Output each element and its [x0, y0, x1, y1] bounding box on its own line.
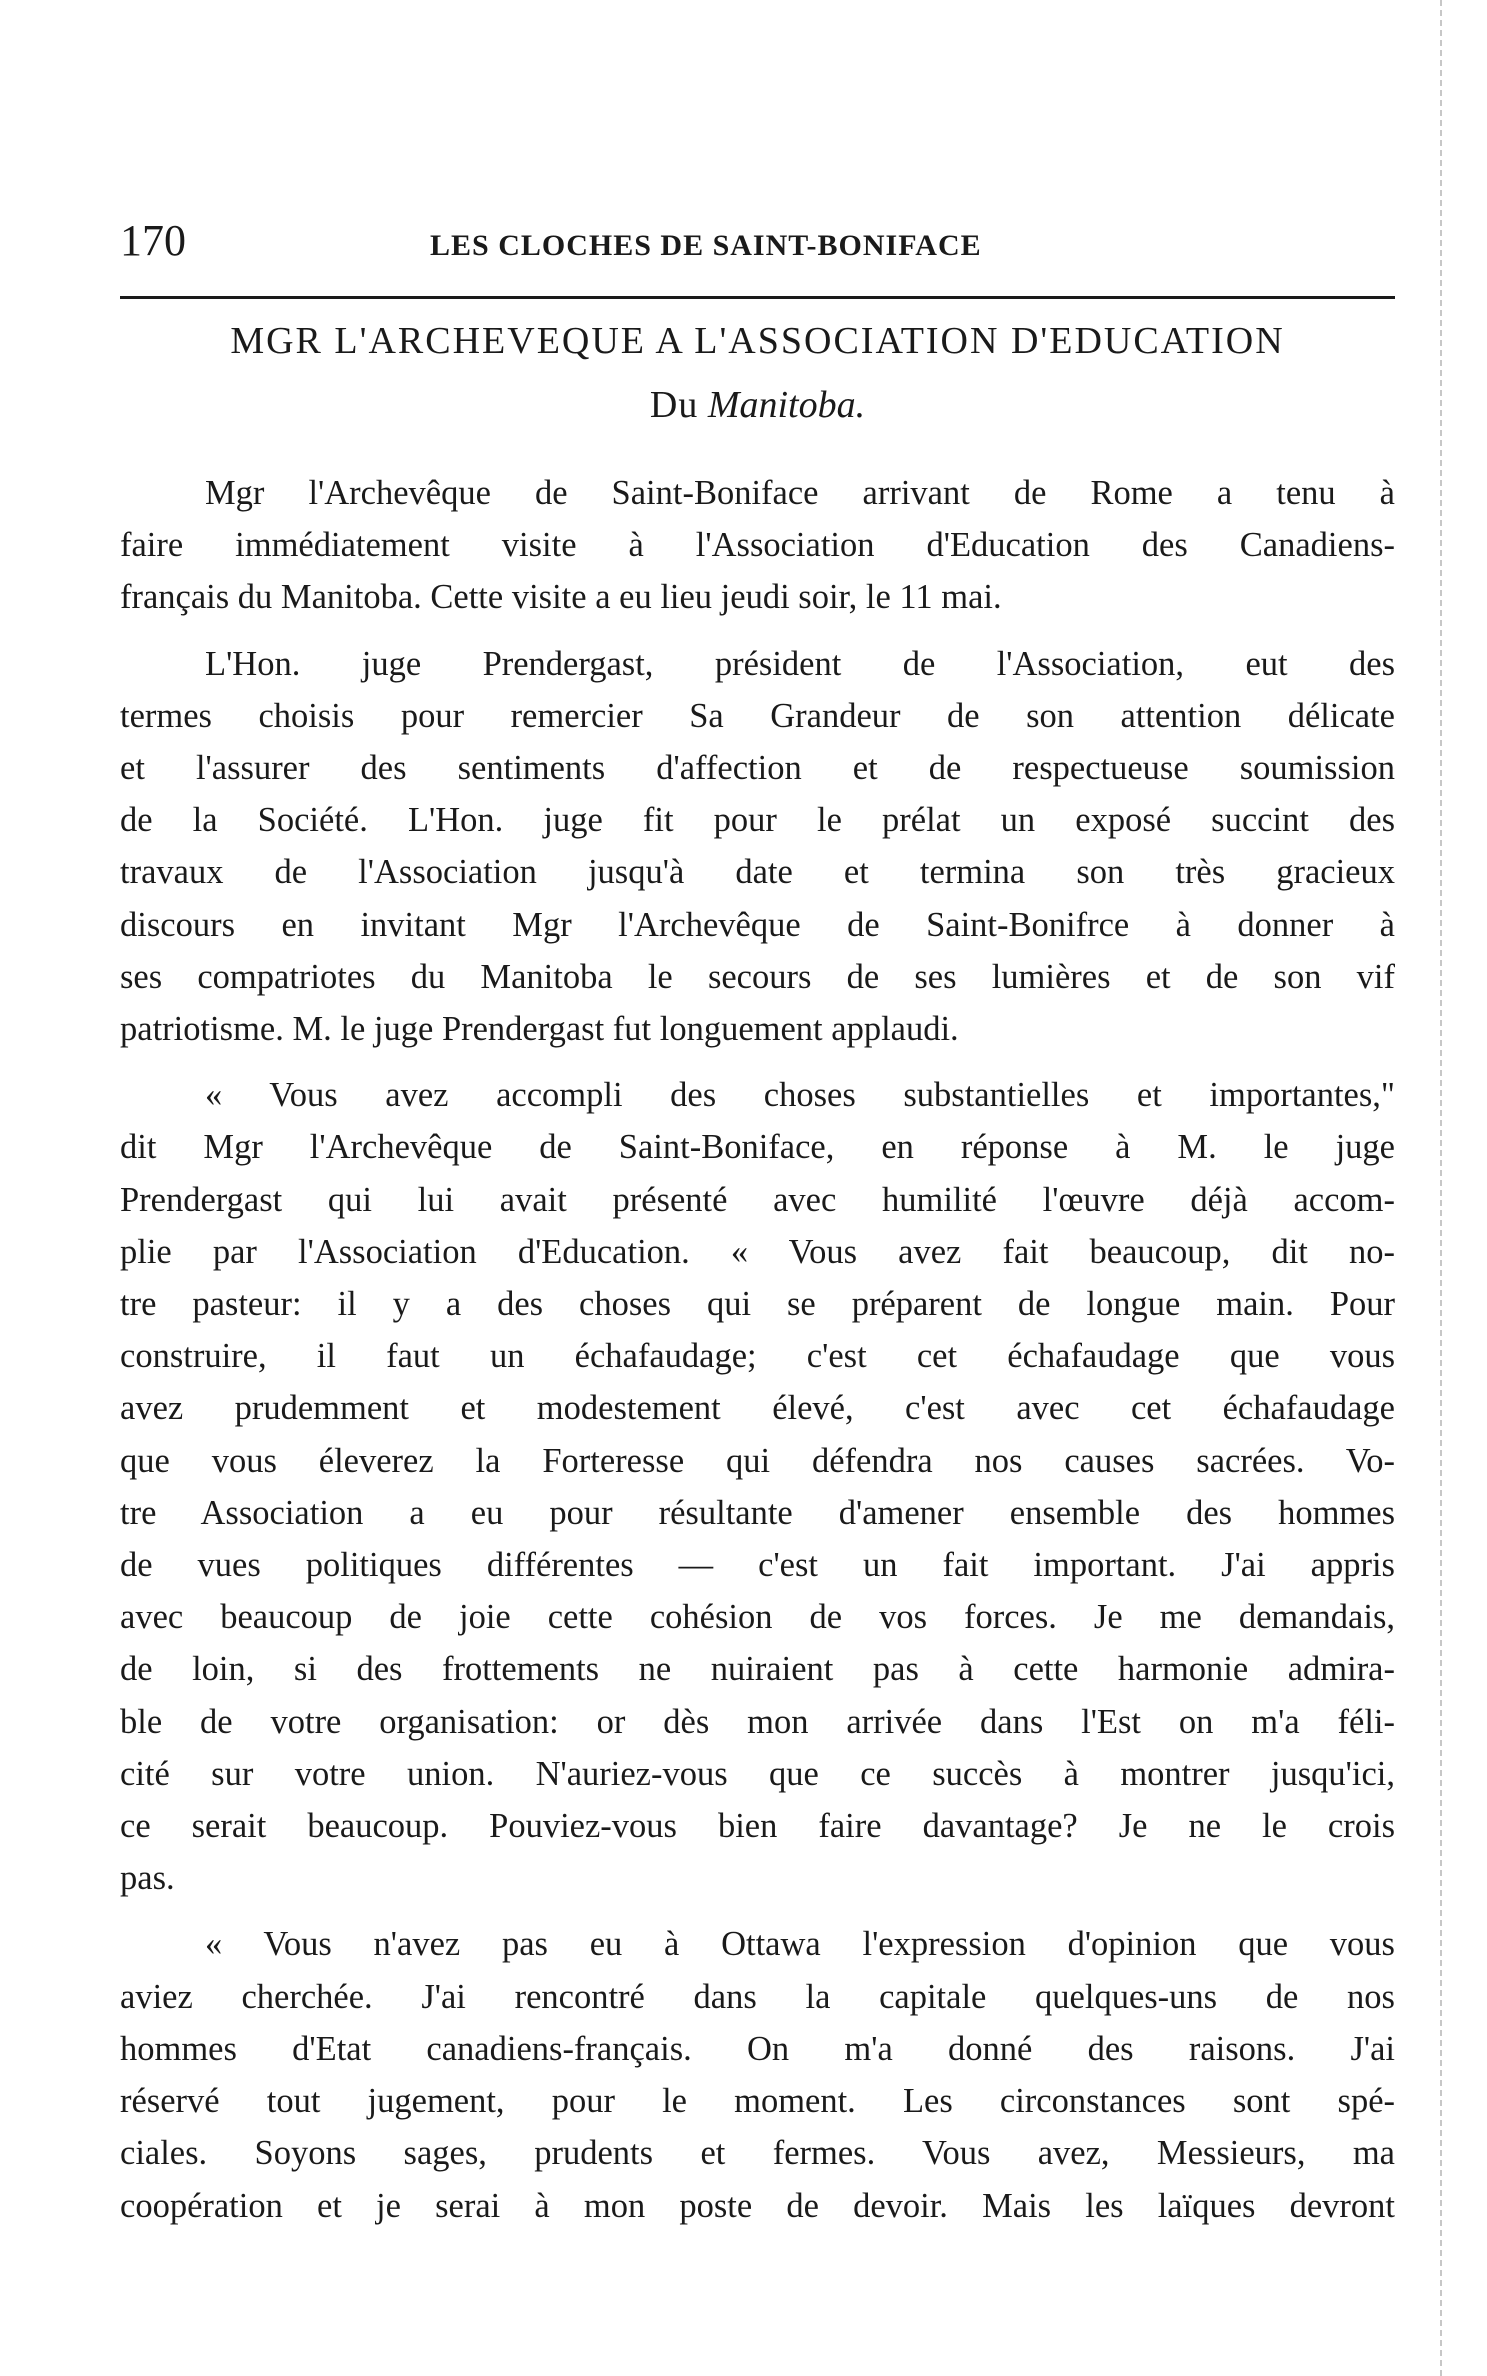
- text-line: discours en invitant Mgr l'Archevêque de Saint-Bonifrce à donner à: [120, 905, 1395, 944]
- text-line: hommes d'Etat canadiens-français. On m'a donné des raisons. J'ai: [120, 2029, 1395, 2068]
- scan-edge-line: [1440, 0, 1442, 2376]
- text-line: ce serait beaucoup. Pouviez-vous bien faire davantage? Je ne le crois: [120, 1807, 1395, 1846]
- text-line: patriotisme. M. le juge Prendergast fut longuement applaudi.: [120, 1010, 959, 1049]
- page-number: 170: [120, 216, 186, 265]
- book-page: [120, 215, 1395, 2232]
- text-line: avec beaucoup de joie cette cohésion de vos forces. Je me demandais,: [120, 1598, 1395, 1637]
- paragraph: [120, 1069, 1395, 1904]
- text-line: ciales. Soyons sages, prudents et fermes. Vous avez, Messieurs, ma: [120, 2134, 1395, 2173]
- text-line: de la Société. L'Hon. juge fit pour le prélat un exposé succint des: [120, 801, 1395, 840]
- text-line: aviez cherchée. J'ai rencontré dans la capitale quelques-uns de nos: [120, 1977, 1395, 2016]
- article-body: [120, 467, 1395, 2232]
- text-line: construire, il faut un échafaudage; c'est cet échafaudage que vous: [120, 1337, 1395, 1376]
- text-line: dit Mgr l'Archevêque de Saint-Boniface, en réponse à M. le juge: [120, 1128, 1395, 1167]
- header-rule: [120, 296, 1395, 299]
- text-line: français du Manitoba. Cette visite a eu lieu jeudi soir, le 11 mai.: [120, 578, 1002, 617]
- text-line: coopération et je serai à mon poste de devoir. Mais les laïques devront: [120, 2186, 1395, 2225]
- text-line: Mgr l'Archevêque de Saint-Boniface arrivant de Rome a tenu à: [205, 474, 1395, 512]
- text-line: termes choisis pour remercier Sa Grandeur de son attention délicate: [120, 696, 1395, 735]
- text-line: travaux de l'Association jusqu'à date et termina son très gracieux: [120, 853, 1395, 892]
- text-line: pas.: [120, 1859, 175, 1898]
- article-title: MGR L'ARCHEVEQUE A L'ASSOCIATION D'EDUCATION: [230, 320, 1285, 362]
- subtitle-prefix: Du: [649, 384, 699, 426]
- subtitle-name: Manitoba.: [707, 384, 866, 426]
- article-subtitle: [120, 383, 1395, 427]
- text-line: ble de votre organisation: or dès mon arrivée dans l'Est on m'a féli-: [120, 1702, 1395, 1741]
- text-line: tre Association a eu pour résultante d'amener ensemble des hommes: [120, 1493, 1395, 1532]
- text-line: réservé tout jugement, pour le moment. Les circonstances sont spé-: [120, 2082, 1395, 2121]
- text-line: ses compatriotes du Manitoba le secours de ses lumières et de son vif: [120, 957, 1395, 996]
- text-line: plie par l'Association d'Education. « Vous avez fait beaucoup, dit no-: [120, 1232, 1395, 1271]
- page-header: [120, 215, 1395, 266]
- text-line: tre pasteur: il y a des choses qui se préparent de longue main. Pour: [120, 1285, 1395, 1324]
- text-line: Prendergast qui lui avait présenté avec humilité l'œuvre déjà accom-: [120, 1180, 1395, 1219]
- text-line: que vous éleverez la Forteresse qui défendra nos causes sacrées. Vo-: [120, 1441, 1395, 1480]
- text-line: « Vous n'avez pas eu à Ottawa l'expression d'opinion que vous: [205, 1925, 1395, 1964]
- text-line: faire immédiatement visite à l'Association d'Education des Canadiens-: [120, 526, 1395, 565]
- text-line: et l'assurer des sentiments d'affection et de respectueuse soumission: [120, 749, 1395, 788]
- running-title: LES CLOCHES DE SAINT-BONIFACE: [430, 229, 982, 262]
- text-line: de vues politiques différentes — c'est un fait important. J'ai appris: [120, 1546, 1395, 1585]
- paragraph: [120, 467, 1395, 624]
- text-line: avez prudemment et modestement élevé, c'est avec cet échafaudage: [120, 1389, 1395, 1428]
- paragraph: [120, 1918, 1395, 2231]
- text-line: de loin, si des frottements ne nuiraient pas à cette harmonie admira-: [120, 1650, 1395, 1689]
- text-line: « Vous avez accompli des choses substantielles et importantes,": [205, 1076, 1395, 1115]
- paragraph: [120, 638, 1395, 1056]
- text-line: cité sur votre union. N'auriez-vous que ce succès à montrer jusqu'ici,: [120, 1754, 1395, 1793]
- text-line: L'Hon. juge Prendergast, président de l'Association, eut des: [205, 644, 1395, 683]
